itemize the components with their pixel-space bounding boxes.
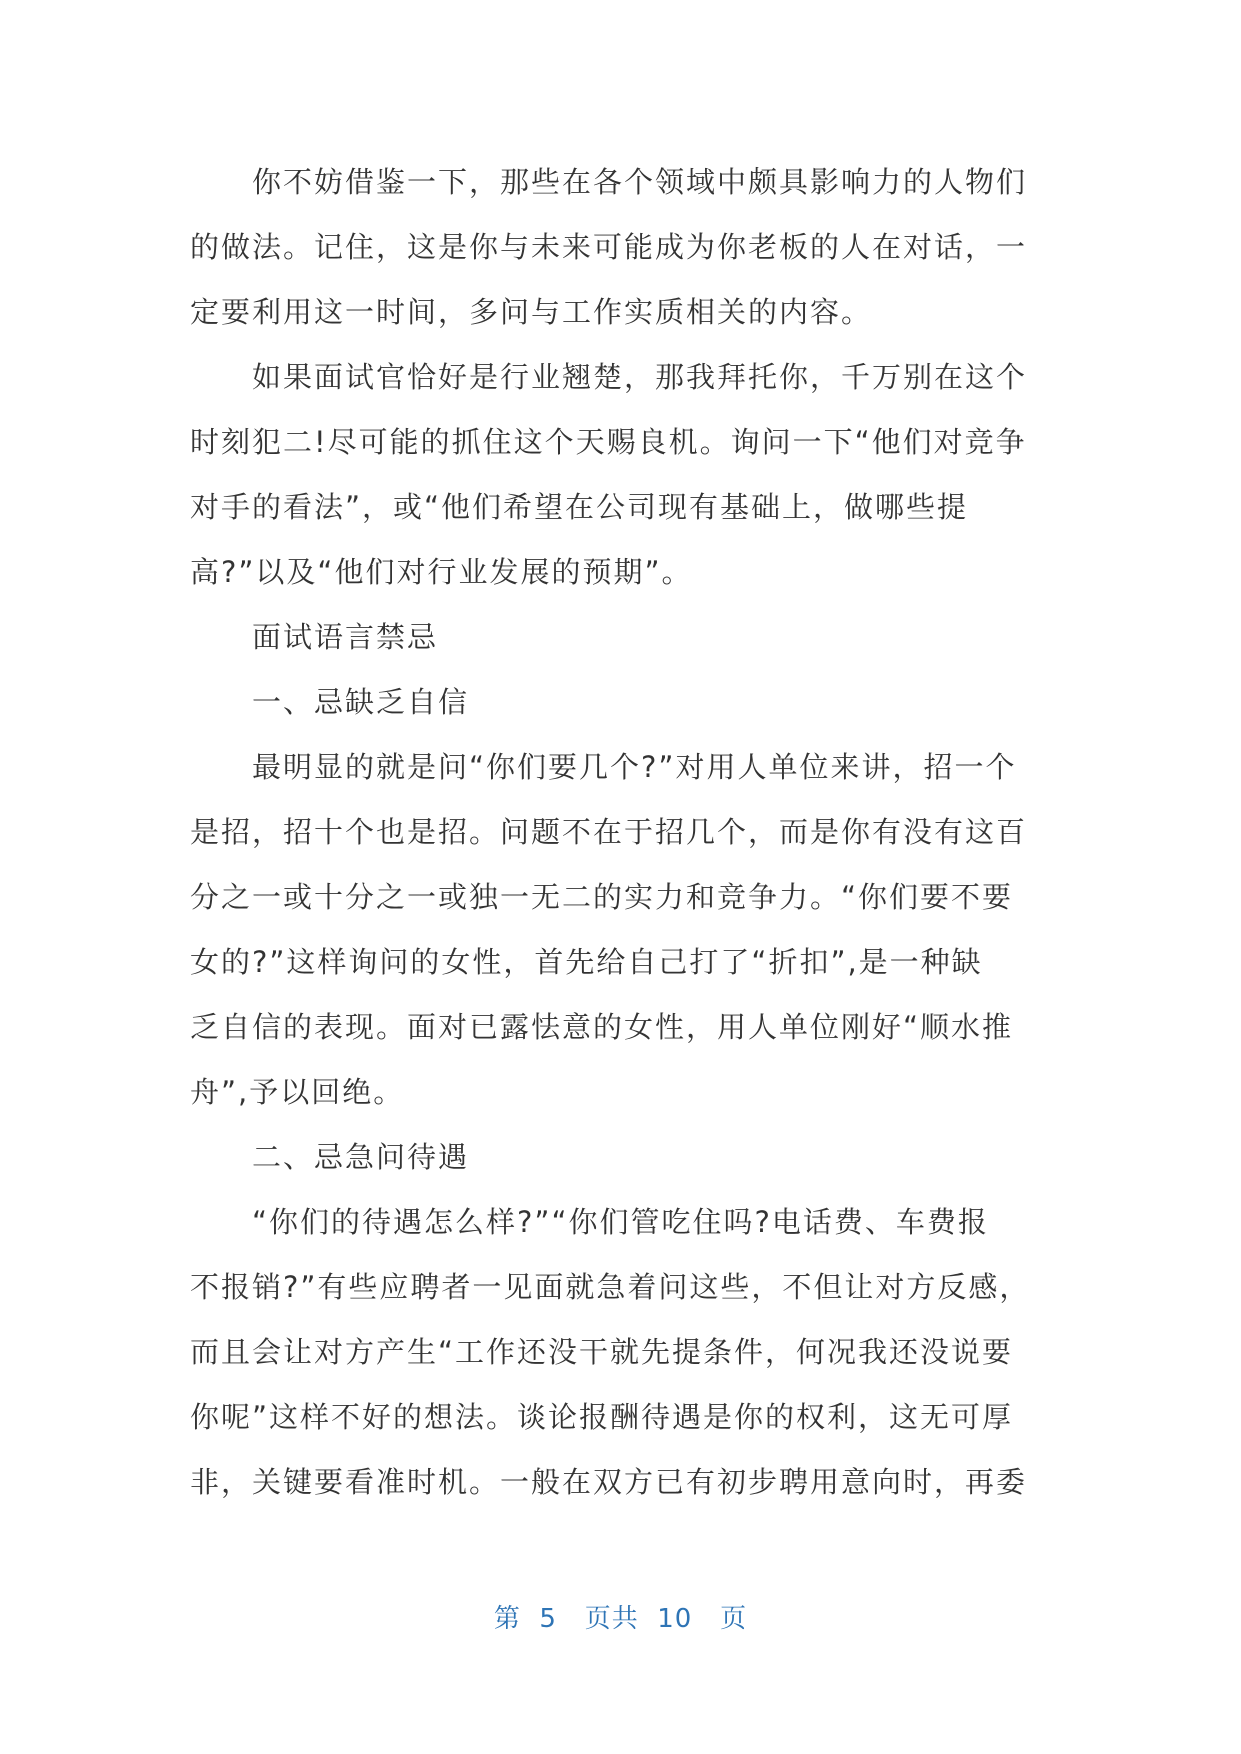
paragraph-1-line-1: 你不妨借鉴一下，那些在各个领域中颇具影响力的人物们 [252,165,1028,199]
paragraph-2-line-2: 时刻犯二!尽可能的抓住这个天赐良机。询问一下“他们对竞争 [190,425,1027,459]
paragraph-3-line-3: 分之一或十分之一或独一无二的实力和竞争力。“你们要不要 [190,880,1014,914]
paragraph-4-line-4: 你呢”这样不好的想法。谈论报酬待遇是你的权利，这无可厚 [190,1400,1014,1434]
paragraph-3-line-6: 舟”,予以回绝。 [190,1075,405,1109]
page-footer [0,1598,1241,1635]
paragraph-3-line-4: 女的?”这样询问的女性，首先给自己打了“折扣”,是一种缺 [190,945,983,979]
footer-current-page: 5 [539,1604,557,1634]
paragraph-3-line-5: 乏自信的表现。面对已露怯意的女性，用人单位刚好“顺水推 [190,1010,1014,1044]
paragraph-1-line-3: 定要利用这一时间，多问与工作实质相关的内容。 [190,295,873,329]
footer-prefix: 第 [493,1604,521,1634]
section-heading: 面试语言禁忌 [252,620,439,654]
paragraph-3-line-2: 是招，招十个也是招。问题不在于招几个，而是你有没有这百 [190,815,1028,849]
paragraph-3-line-1: 最明显的就是问“你们要几个?”对用人单位来讲，招一个 [252,750,1017,784]
paragraph-2-line-1: 如果面试官恰好是行业翘楚，那我拜托你，千万别在这个 [252,360,1028,394]
paragraph-4-line-5: 非，关键要看准时机。一般在双方已有初步聘用意向时，再委 [190,1465,1028,1499]
footer-middle: 页共 [584,1604,639,1634]
paragraph-1-line-2: 的做法。记住，这是你与未来可能成为你老板的人在对话，一 [190,230,1028,264]
paragraph-2-line-4: 高?”以及“他们对行业发展的预期”。 [190,555,693,589]
subheading-2: 二、忌急问待遇 [252,1140,470,1174]
subheading-1: 一、忌缺乏自信 [252,685,470,719]
footer-suffix: 页 [720,1604,748,1634]
paragraph-4-line-1: “你们的待遇怎么样?”“你们管吃住吗?电话费、车费报 [252,1205,989,1239]
paragraph-2-line-3: 对手的看法”，或“他们希望在公司现有基础上，做哪些提 [190,490,969,524]
paragraph-4-line-3: 而且会让对方产生“工作还没干就先提条件，何况我还没说要 [190,1335,1014,1369]
document-body [190,150,1050,1515]
paragraph-4-line-2: 不报销?”有些应聘者一见面就急着问这些，不但让对方反感， [190,1270,1031,1304]
footer-total-pages: 10 [657,1604,693,1634]
